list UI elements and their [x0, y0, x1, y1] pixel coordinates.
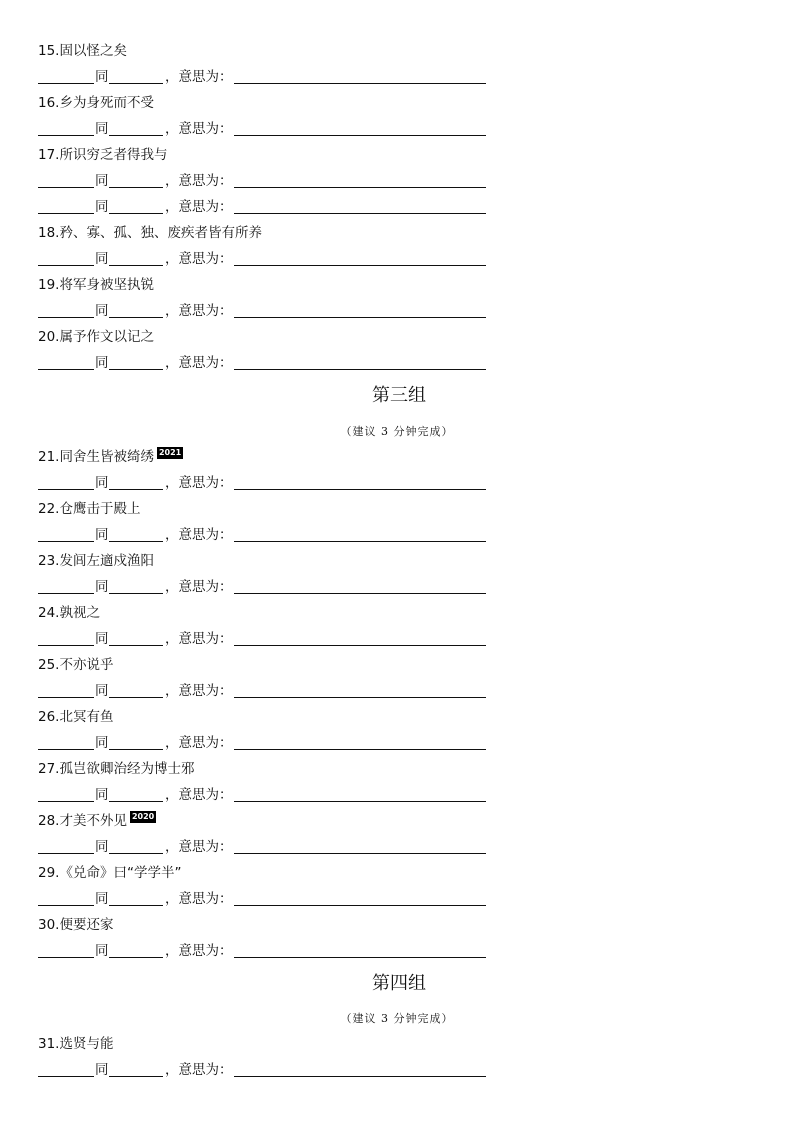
blank-original-char[interactable] — [38, 837, 94, 854]
blank-equivalent-char[interactable] — [109, 119, 163, 136]
question-label: 20.属予作文以记之 — [38, 329, 154, 345]
meaning-label: ，意思为： — [165, 631, 233, 647]
blank-meaning[interactable] — [234, 197, 486, 214]
blank-equivalent-char[interactable] — [109, 67, 163, 84]
blank-equivalent-char[interactable] — [109, 473, 163, 490]
question-prompt — [38, 655, 113, 675]
blank-equivalent-char[interactable] — [109, 577, 163, 594]
blank-meaning[interactable] — [234, 785, 486, 802]
blank-meaning[interactable] — [234, 577, 486, 594]
question-prompt — [38, 707, 113, 727]
blank-equivalent-char[interactable] — [109, 889, 163, 906]
question-label: 28.才美不外见 — [38, 813, 127, 829]
blank-equivalent-char[interactable] — [109, 353, 163, 370]
tong-label: 同 — [95, 475, 109, 491]
group-time-note: （建议 3 分钟完成） — [340, 1012, 454, 1025]
blank-original-char[interactable] — [38, 889, 94, 906]
tong-label: 同 — [95, 839, 109, 855]
question-prompt — [38, 811, 156, 831]
blank-meaning[interactable] — [234, 171, 486, 188]
blank-meaning[interactable] — [234, 67, 486, 84]
meaning-label: ，意思为： — [165, 475, 233, 491]
question-label: 17.所识穷乏者得我与 — [38, 147, 168, 163]
blank-meaning[interactable] — [234, 889, 486, 906]
meaning-label: ，意思为： — [165, 1062, 233, 1078]
blank-equivalent-char[interactable] — [109, 301, 163, 318]
question-prompt — [38, 915, 113, 935]
blank-meaning[interactable] — [234, 353, 486, 370]
blank-equivalent-char[interactable] — [109, 629, 163, 646]
tong-label: 同 — [95, 121, 109, 137]
group-title: 第四组 — [372, 973, 426, 994]
meaning-label: ，意思为： — [165, 943, 233, 959]
question-label: 18.矜、寡、孤、独、废疾者皆有所养 — [38, 225, 262, 241]
question-label: 25.不亦说乎 — [38, 657, 114, 673]
blank-original-char[interactable] — [38, 473, 94, 490]
question-label: 23.发闾左適戍渔阳 — [38, 553, 154, 569]
blank-meaning[interactable] — [234, 301, 486, 318]
blank-original-char[interactable] — [38, 119, 94, 136]
meaning-label: ，意思为： — [165, 69, 233, 85]
blank-meaning[interactable] — [234, 629, 486, 646]
blank-original-char[interactable] — [38, 197, 94, 214]
blank-meaning[interactable] — [234, 733, 486, 750]
blank-equivalent-char[interactable] — [109, 525, 163, 542]
meaning-label: ，意思为： — [165, 527, 233, 543]
meaning-label: ，意思为： — [165, 355, 233, 371]
tong-label: 同 — [95, 683, 109, 699]
question-prompt — [38, 275, 154, 295]
tong-label: 同 — [95, 355, 109, 371]
tong-label: 同 — [95, 943, 109, 959]
question-prompt — [38, 1034, 113, 1054]
blank-equivalent-char[interactable] — [109, 197, 163, 214]
blank-meaning[interactable] — [234, 941, 486, 958]
blank-original-char[interactable] — [38, 681, 94, 698]
blank-equivalent-char[interactable] — [109, 681, 163, 698]
group-title: 第三组 — [372, 385, 426, 406]
question-label: 16.乡为身死而不受 — [38, 95, 154, 111]
meaning-label: ，意思为： — [165, 121, 233, 137]
blank-meaning[interactable] — [234, 837, 486, 854]
meaning-label: ，意思为： — [165, 735, 233, 751]
meaning-label: ，意思为： — [165, 839, 233, 855]
blank-equivalent-char[interactable] — [109, 837, 163, 854]
question-prompt — [38, 759, 194, 779]
question-label: 24.孰视之 — [38, 605, 100, 621]
tong-label: 同 — [95, 173, 109, 189]
tong-label: 同 — [95, 787, 109, 803]
blank-original-char[interactable] — [38, 301, 94, 318]
question-prompt — [38, 223, 262, 243]
question-prompt — [38, 447, 183, 467]
blank-meaning[interactable] — [234, 119, 486, 136]
question-prompt — [38, 41, 127, 61]
group-time-note: （建议 3 分钟完成） — [340, 425, 454, 438]
meaning-label: ，意思为： — [165, 199, 233, 215]
blank-equivalent-char[interactable] — [109, 249, 163, 266]
blank-original-char[interactable] — [38, 1060, 94, 1077]
question-label: 31.选贤与能 — [38, 1036, 114, 1052]
meaning-label: ，意思为： — [165, 303, 233, 319]
meaning-label: ，意思为： — [165, 787, 233, 803]
question-prompt — [38, 863, 181, 883]
question-label: 26.北冥有鱼 — [38, 709, 114, 725]
meaning-label: ，意思为： — [165, 683, 233, 699]
year-badge: 2020 — [131, 812, 155, 821]
blank-equivalent-char[interactable] — [109, 785, 163, 802]
question-label: 29.《兑命》曰“学学半” — [38, 865, 182, 881]
tong-label: 同 — [95, 1062, 109, 1078]
blank-equivalent-char[interactable] — [109, 733, 163, 750]
blank-original-char[interactable] — [38, 67, 94, 84]
tong-label: 同 — [95, 891, 109, 907]
question-label: 19.将军身被坚执锐 — [38, 277, 154, 293]
meaning-label: ，意思为： — [165, 579, 233, 595]
tong-label: 同 — [95, 303, 109, 319]
tong-label: 同 — [95, 735, 109, 751]
question-label: 21.同舍生皆被绮绣 — [38, 449, 154, 465]
blank-original-char[interactable] — [38, 353, 94, 370]
blank-original-char[interactable] — [38, 629, 94, 646]
tong-label: 同 — [95, 251, 109, 267]
question-prompt — [38, 603, 100, 623]
tong-label: 同 — [95, 69, 109, 85]
tong-label: 同 — [95, 527, 109, 543]
tong-label: 同 — [95, 199, 109, 215]
meaning-label: ，意思为： — [165, 891, 233, 907]
year-badge: 2021 — [158, 448, 182, 457]
blank-original-char[interactable] — [38, 577, 94, 594]
question-prompt — [38, 93, 154, 113]
question-label: 15.固以怪之矣 — [38, 43, 127, 59]
blank-meaning[interactable] — [234, 473, 486, 490]
question-prompt — [38, 499, 140, 519]
tong-label: 同 — [95, 631, 109, 647]
meaning-label: ，意思为： — [165, 173, 233, 189]
question-label: 27.孤岂欲卿治经为博士邪 — [38, 761, 195, 777]
blank-original-char[interactable] — [38, 249, 94, 266]
blank-original-char[interactable] — [38, 525, 94, 542]
blank-equivalent-char[interactable] — [109, 941, 163, 958]
blank-meaning[interactable] — [234, 681, 486, 698]
question-prompt — [38, 145, 167, 165]
blank-original-char[interactable] — [38, 171, 94, 188]
blank-original-char[interactable] — [38, 733, 94, 750]
blank-original-char[interactable] — [38, 941, 94, 958]
blank-meaning[interactable] — [234, 525, 486, 542]
blank-equivalent-char[interactable] — [109, 1060, 163, 1077]
blank-original-char[interactable] — [38, 785, 94, 802]
blank-equivalent-char[interactable] — [109, 171, 163, 188]
meaning-label: ，意思为： — [165, 251, 233, 267]
question-label: 22.仓鹰击于殿上 — [38, 501, 141, 517]
question-prompt — [38, 327, 154, 347]
tong-label: 同 — [95, 579, 109, 595]
question-label: 30.便要还家 — [38, 917, 114, 933]
blank-meaning[interactable] — [234, 249, 486, 266]
question-prompt — [38, 551, 154, 571]
blank-meaning[interactable] — [234, 1060, 486, 1077]
